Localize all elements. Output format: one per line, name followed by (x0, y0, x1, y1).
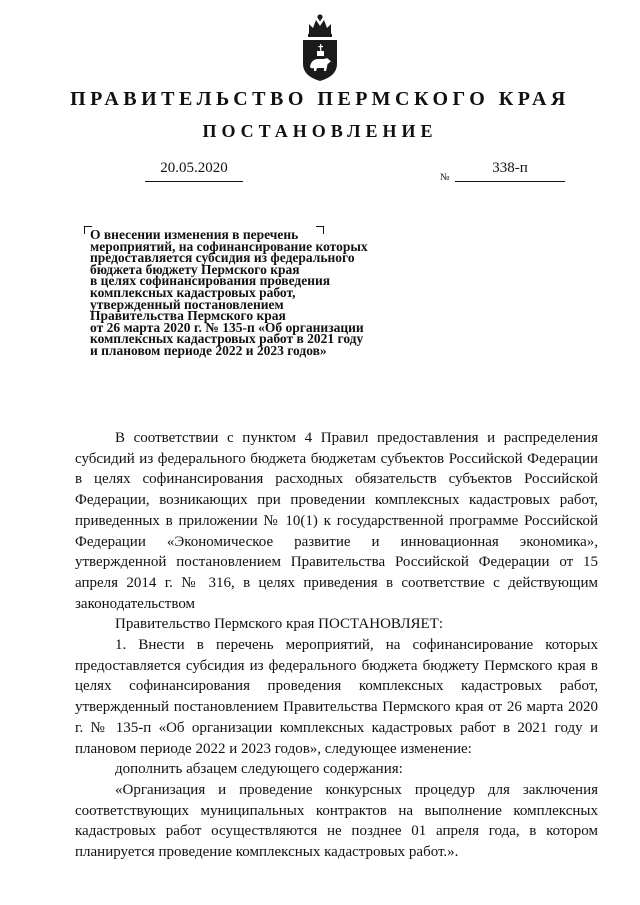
supplement-paragraph: дополнить абзацем следующего содержания: (115, 761, 403, 778)
subject-line: О внесении изменения в перечень (90, 227, 299, 242)
subject-line: бюджета бюджету Пермского края (90, 261, 300, 277)
subject-line: комплексных кадастровых работ, (90, 284, 296, 300)
subject-line: мероприятий, на софинансирование которых (90, 238, 368, 254)
preamble-paragraph: В соответствии с пунктом 4 Правил предоставления и распределения субсидий из федерального бюджета бюджетам субъектов Российской Федерации в целях софинансирования расходных обязательств субъектов Российской Федерации, возникающих при проведении комплексных кадастровых работ, приведенных в приложении № 10(1) к государственной программе Российской Федерации «Экономическое развитие и инновационная экономика», утвержденной постановлением Правительства Российской Федерации от 15 апреля 2014 г. № 316, в целях приведения в соответствие с действующим законодательством (75, 430, 598, 612)
item-1-paragraph: 1. Внести в перечень мероприятий, на софинансирование которых предоставляется субсидия из федерального бюджета бюджету Пермского края в целях софинансирования проведения комплексных кадастровых работ, утвержденный постановлением Правительства Пермского края от 26 марта 2020 г. № 135-п «Об организации комплексных кадастровых работ в 2021 году и плановом периоде 2022 и 2023 годов», следующее изменение: (75, 637, 598, 757)
subject-line: от 26 марта 2020 г. № 135-п «Об организации (90, 319, 364, 335)
resolution-paragraph: Правительство Пермского края ПОСТАНОВЛЯЕТ: (115, 616, 444, 633)
document-body (75, 428, 598, 863)
number-sign: № (440, 172, 450, 183)
quoted-paragraph: «Организация и проведение конкурсных процедур для заключения соответствующих муниципальных контрактов на выполнение комплексных кадастровых работ осуществляются не позднее 01 апреля года, в котором планируется проведение комплексных кадастровых работ.». (75, 781, 598, 861)
document-number: 338-п (455, 160, 565, 182)
subject-line: и плановом периоде 2022 и 2023 годов» (90, 342, 327, 358)
subject-line: в целях софинансирования проведения (90, 273, 331, 289)
subject-line: утвержденный постановлением (90, 296, 284, 312)
subject-line: комплексных кадастровых работ в 2021 году (90, 331, 364, 347)
government-title: ПРАВИТЕЛЬСТВО ПЕРМСКОГО КРАЯ (70, 88, 570, 110)
subject-heading (90, 229, 430, 357)
document-type: ПОСТАНОВЛЕНИЕ (202, 121, 438, 141)
subject-line: предоставляется субсидия из федерального (90, 250, 355, 266)
coat-of-arms-icon (300, 12, 340, 82)
document-date: 20.05.2020 (145, 160, 243, 182)
subject-line: Правительства Пермского края (90, 308, 286, 324)
